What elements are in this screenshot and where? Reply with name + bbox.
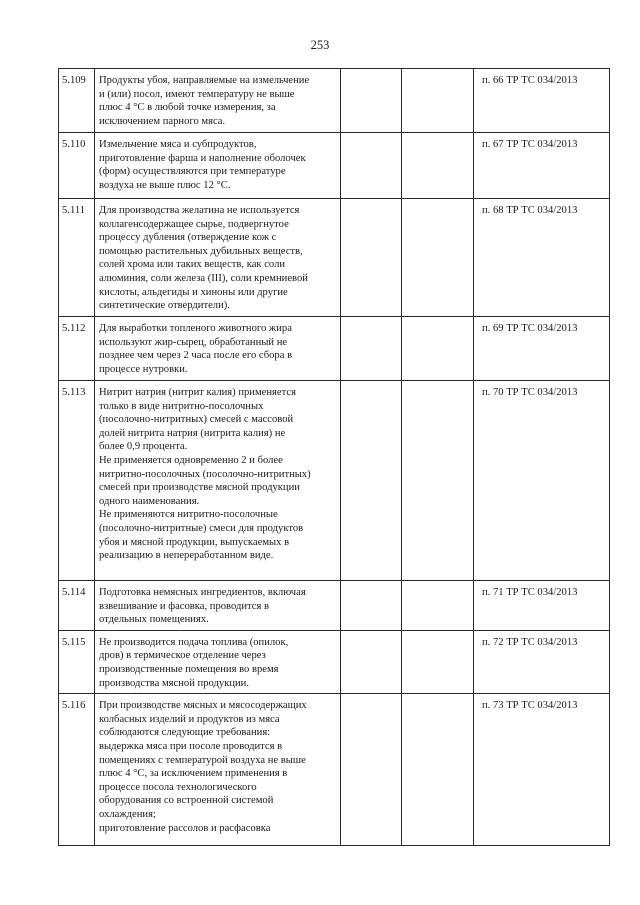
requirement-text-line: соблюдаются следующие требования: [99, 727, 271, 739]
requirement-text-line: приготовление рассолов и расфасовка [99, 822, 271, 834]
requirement-text-line: реализацию в непереработанном виде. [99, 550, 274, 562]
requirement-text-line: и (или) посол, имеют температуру не выше [99, 88, 295, 100]
requirement-text-line: (посолочно-нитритные) смеси для продуктов [99, 522, 304, 534]
requirement-text-line: смесей при производстве мясной продукции [99, 482, 300, 494]
table-row [59, 694, 610, 846]
requirement-text-line: колбасных изделий и продуктов из мяса [99, 713, 280, 725]
requirement-text [95, 694, 341, 846]
requirement-text-line: Нитрит натрия (нитрит калия) применяется [99, 387, 296, 398]
requirement-text [95, 199, 341, 317]
requirement-text-line: Для выработки топленого животного жира [99, 323, 292, 334]
row-number: 5.115 [59, 630, 95, 693]
table-row [59, 630, 610, 693]
requirement-text-line: убоя и мясной продукции, выпускаемых в [99, 536, 290, 548]
table-row [59, 133, 610, 199]
requirement-text-line: нитритно-посолочных (посолочно-нитритных) [99, 468, 311, 480]
requirement-text-line: алюминия, соли железа (III), соли кремниевой [99, 272, 308, 284]
requirement-text-line: более 0,9 процента. [99, 441, 188, 453]
blank-cell [341, 133, 402, 199]
requirement-text-line: взвешивание и фасовка, проводится в [99, 600, 270, 612]
requirement-text-line: (посолочно-нитритных) смесей с массовой [99, 414, 294, 426]
regulation-reference: п. 66 ТР ТС 034/2013 [474, 69, 610, 133]
requirement-text-line: При производстве мясных и мясосодержащих [99, 700, 307, 712]
requirement-text-line: оборудования со встроенной системой [99, 795, 274, 807]
requirement-text-line: долей нитрита натрия (нитрита калия) не [99, 427, 286, 439]
regulation-reference: п. 69 ТР ТС 034/2013 [474, 317, 610, 381]
requirement-text-line: воздуха не выше плюс 12 °С. [99, 179, 231, 191]
table-row [59, 199, 610, 317]
requirement-text [95, 630, 341, 693]
table-row [59, 381, 610, 581]
blank-cell [402, 133, 474, 199]
requirement-text-line: кислоты, альдегиды и хиноны или другие [99, 286, 288, 298]
regulation-reference: п. 68 ТР ТС 034/2013 [474, 199, 610, 317]
row-number: 5.111 [59, 199, 95, 317]
blank-cell [341, 630, 402, 693]
requirement-text-line: плюс 4 °С, за исключением применения в [99, 768, 288, 780]
blank-cell [402, 630, 474, 693]
blank-cell [402, 381, 474, 581]
regulation-reference: п. 73 ТР ТС 034/2013 [474, 694, 610, 846]
requirement-text-line: Не применяется одновременно 2 и более [99, 454, 283, 466]
requirement-text [95, 133, 341, 199]
page-number: 253 [310, 38, 330, 52]
requirement-text-line: позднее чем через 2 часа после его сбора в [99, 350, 293, 362]
requirement-text-line: процессе посола технологического [99, 781, 257, 793]
table-row [59, 69, 610, 133]
requirement-text-line: отдельных помещениях. [99, 614, 209, 626]
requirement-text [95, 69, 341, 133]
blank-cell [341, 581, 402, 631]
requirement-text-line: охлаждения; [99, 808, 156, 820]
requirement-text [95, 381, 341, 581]
requirement-text-line: коллагенсодержащее сырье, подвергнутое [99, 218, 289, 230]
row-number: 5.114 [59, 581, 95, 631]
requirement-text-line: дров) в термическое отделение через [99, 650, 266, 662]
regulation-reference: п. 71 ТР ТС 034/2013 [474, 581, 610, 631]
requirement-text-line: Не производится подача топлива (опилок, [99, 636, 289, 648]
blank-cell [402, 694, 474, 846]
blank-cell [341, 317, 402, 381]
requirement-text-line: приготовление фарша и наполнение оболочек [99, 152, 306, 164]
requirement-text-line: плюс 4 °С в любой точке измерения, за [99, 102, 276, 114]
requirement-text-line: (форм) осуществляются при температуре [99, 166, 286, 178]
requirements-table-body [59, 69, 610, 846]
table-row [59, 317, 610, 381]
requirement-text-line: Измельчение мяса и субпродуктов, [99, 139, 257, 150]
row-number: 5.109 [59, 69, 95, 133]
blank-cell [341, 69, 402, 133]
requirement-text-line: только в виде нитритно-посолочных [99, 400, 264, 412]
requirement-text-line: помещениях с температурой воздуха не выше [99, 754, 306, 766]
requirement-text-line: Не применяются нитритно-посолочные [99, 509, 278, 521]
requirement-text-line: процессе нутровки. [99, 363, 188, 375]
row-number: 5.116 [59, 694, 95, 846]
regulation-reference: п. 70 ТР ТС 034/2013 [474, 381, 610, 581]
row-number: 5.112 [59, 317, 95, 381]
requirement-text-line: Продукты убоя, направляемые на измельчение [99, 75, 310, 86]
requirement-text-line: Для производства желатина не используется [99, 205, 300, 216]
requirements-table [58, 68, 610, 846]
requirement-text-line: производства мясной продукции. [99, 677, 249, 689]
requirement-text-line: солей хрома или таких веществ, как соли [99, 259, 286, 271]
regulation-reference: п. 67 ТР ТС 034/2013 [474, 133, 610, 199]
blank-cell [341, 694, 402, 846]
requirement-text-line: помощью растительных дубильных веществ, [99, 245, 303, 257]
requirement-text-line: синтетические отвердители). [99, 300, 230, 312]
row-number: 5.113 [59, 381, 95, 581]
blank-cell [402, 199, 474, 317]
requirement-text-line: процессу дубления (отверждение кож с [99, 232, 277, 244]
regulation-reference: п. 72 ТР ТС 034/2013 [474, 630, 610, 693]
requirement-text-line: используют жир-сырец, обработанный не [99, 336, 288, 348]
blank-cell [402, 69, 474, 133]
blank-cell [402, 317, 474, 381]
requirement-text [95, 317, 341, 381]
blank-cell [341, 381, 402, 581]
requirement-text-line: одного наименования. [99, 495, 200, 507]
blank-cell [402, 581, 474, 631]
requirement-text-line: выдержка мяса при посоле проводится в [99, 740, 283, 752]
row-number: 5.110 [59, 133, 95, 199]
requirement-text-line: Подготовка немясных ингредиентов, включая [99, 587, 306, 598]
requirement-text-line: исключением парного мяса. [99, 115, 226, 127]
table-row [59, 581, 610, 631]
blank-cell [341, 199, 402, 317]
requirement-text [95, 581, 341, 631]
requirement-text-line: производственные помещения во время [99, 663, 279, 675]
